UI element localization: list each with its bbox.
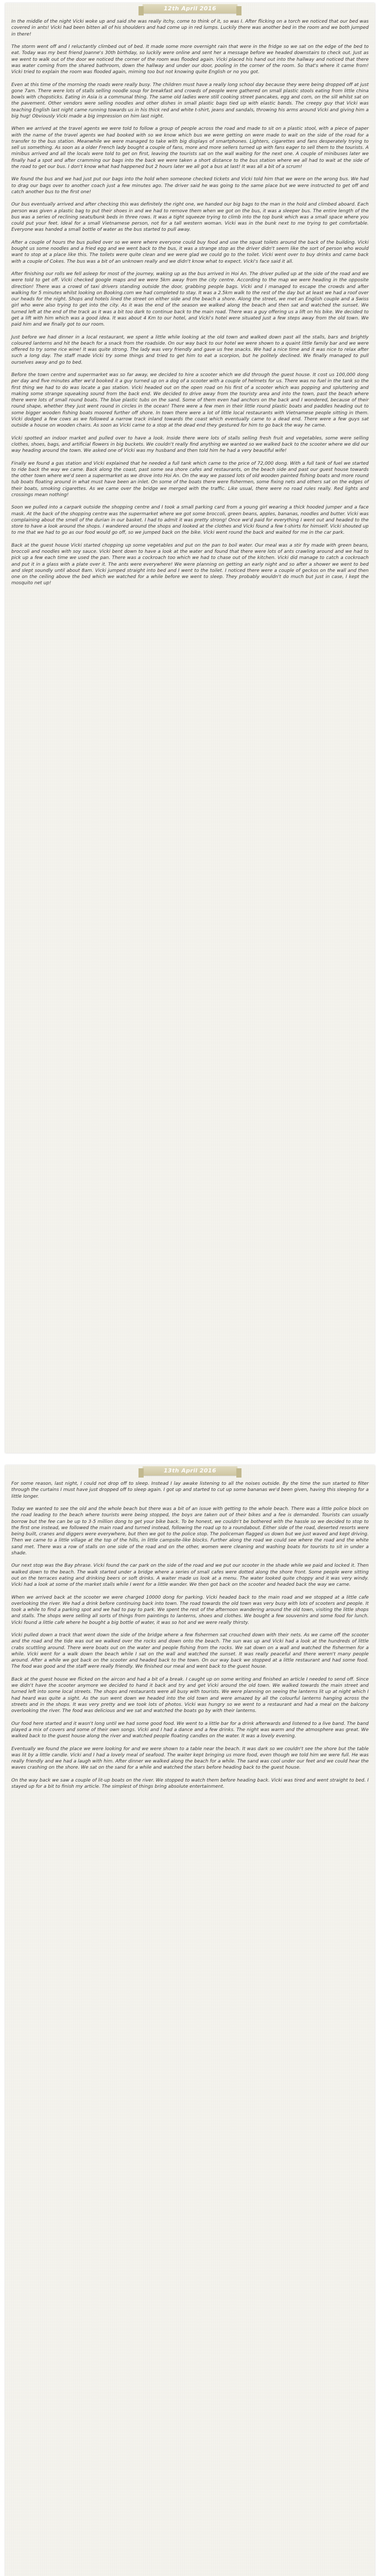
- entry-paragraph: Back at the guest house Vicki started chopping up some vegetables and put on the pan to boil water. Our meal was a stir fry made with green beans, broccoli and noodles with soy sauce. Vicki bent down to have a look at the water and found that there were lots of ants crawling around and we had to pick up a few each time we used the pan. There was a cockroach too which we had to chase out of the kitchen. Vicki did manage to catch a cockroach and put it in a glass with a plate over it. The ants were everywhere! We were planning on getting an early night and so after a shower we went to bed and slept soundly until about 8am. Vicki jumped straight into bed and I went to the toilet. I noticed there were a couple of geckos on the wall and then one on the ceiling above the bed which we watched for a while before we went to sleep. They probably wouldn't do much but just in case, I kept the mosquito net up!: [11, 543, 369, 586]
- entry-body: [11, 1481, 369, 1790]
- entry-paragraph: Soon we pulled into a carpark outside the shopping centre and I took a small parking card from a young girl wearing a thick hooded jumper and a face mask. At the back of the shopping centre was the supermarket where we got some broccoli, green beans, apples, bananas, noodles and butter. Vicki was complaining about the smell of the durian in our basket. I had to admit it was pretty strong! Once we'd paid for everything I went out and headed to the store to have a look around the shops. I wandered around the shops and looked at the clothes and Vicki found a few t-shirts for himself. Vicki shouted up to me that we had to go as our food would go off, so we jumped back on the bike. Vicki went round the back and waited for me in the car park.: [11, 505, 369, 536]
- entry-paragraph: Vicki pulled down a track that went down the side of the bridge where a few fishermen sat crouched down with their nets. As we came off the scooter and the road and the tide was out we walked over the rocks and down onto the beach. The sun was up and Vicki had a look at the hundreds of little crabs scuttling around. There were boats out on the water and people fishing from the rocks. We sat down on a wall and watched the fishermen for a while. Vicki went for a walk down the beach while I sat on the wall and watched the sunset. It was really peaceful and there weren't many people around. After a while we got back on the scooter and headed back to the town. On our way back we stopped at a little restaurant and had some food. The food was good and the staff were really friendly. We finished our meal and went back to the guest house.: [11, 1633, 369, 1670]
- entry-paragraph: Vicki spotted an indoor market and pulled over to have a look. Inside there were lots of stalls selling fresh fruit and vegetables, some were selling clothes, shoes, bags, and artificial flowers in big buckets. We couldn't really find anything we wanted so we walked back to the scooter where we did our way heading around the town. We asked one of Vicki was my husband and then told him he had a very beautiful wife!: [11, 435, 369, 453]
- entry-paragraph: Our food here started and it wasn't long until we had some good food. We went to a little bar for a drink afterwards and listened to a live band. The band played a mix of covers and some of their own songs. Vicki and I had a dance and a few drinks. The night was warm and the atmosphere was great. We walked back to the guest house along the river and watched people floating candles on the water. It was a lovely evening.: [11, 1721, 369, 1739]
- entry-date-banner: 13th April 2016: [143, 1466, 237, 1476]
- entry-paragraph: Today we wanted to see the old and the whole beach but there was a bit of an issue with getting to the whole beach. There was a little police block on the road leading to the beach where tourists were being stopped, the boys are taken out of their bikes and a fee is demanded. Tourists can usually borrow but the fee can be up to 3-5 million dong to get your bike back. To be honest, we couldn't be bothered with the hassle so we decided to stop to the first one instead, we followed the main road and turned instead, following the road up to a roundabout. Either side of the road, deserted resorts were being built, cranes and diggers were everywhere, but then we got to the police stop. The policeman flagged us down but we just waved and kept driving. Then we came to a little village at the top of the hills, in little campsite-like blocks. Further along the road we could see where the road and the white sand met. There was a row of stalls on one side of the road and on the other, women were cleaning and washing boats for tourists to sit in under a shade.: [11, 1506, 369, 1556]
- entry-paragraph: After a couple of hours the bus pulled over so we were where everyone could buy food and use the squat toilets around the back of the building. Vicki bought us some noodles and a fried egg and we went back to the bus, it was a strange stop as the driver didn't seem like the sort of person who would want to stop at a place like this. The toilets were quite clean and we were glad we could go to the toilet. Vicki went over to buy drinks and came back with a couple of Cokes. The bus was a bit of an unknown really and we didn't know what to expect. Vicki's face said it all.: [11, 240, 369, 264]
- entry-paragraph: We found the bus and we had just put our bags into the hold when someone checked tickets and Vicki told him that we were on the wrong bus. We had to drag our bags over to another coach just a few minutes ago. The driver said he was going to the same place but we were instructed to get off and catch another bus to the first one!: [11, 177, 369, 195]
- entry-paragraph: Our bus eventually arrived and after checking this was definitely the right one, we handed our big bags to the man in the hold and climbed aboard. Each person was given a plastic bag to put their shoes in and we had to remove them when we got on the bus, it was a sleeper bus. The entire length of the bus was a series of reclining seats/bunk beds in three rows. It was a tight squeeze trying to climb into the top bunk which was a small space where you could put your feet. Ideal for a small Vietnamese person, not for a tall western woman. Vicki was in the bunk next to me trying to get comfortable. Everyone was handed a small bottle of water as the bus started to pull away.: [11, 202, 369, 233]
- entry-paragraph: Eventually we found the place we were looking for and we were shown to a table near the beach. It was dark so we couldn't see the shore but the table was lit by a little candle. Vicki and I had a lovely meal of seafood. The waiter kept bringing us more food, even though we told him we were full. He was really friendly and we had a laugh with him. After dinner we walked along the beach for a while. The sand was cool under our feet and we could hear the waves crashing on the shore. We sat on the sand for a while and watched the stars before heading back to the guest house.: [11, 1746, 369, 1771]
- blog-entry: [5, 3, 375, 1453]
- entry-paragraph: For some reason, last night, I could not drop off to sleep. Instead I lay awake listening to all the noises outside. By the time the sun started to filter through the curtains I must have just dropped off to sleep again. I got up and started to cut up some bananas we'd been given, having this sleeping for a little longer.: [11, 1481, 369, 1499]
- entry-paragraph: When we arrived back at the scooter we were charged 10000 dong for parking. Vicki headed back to the main road and we stopped at a little cafe overlooking the river. We had a drink before continuing back into town. The road towards the old town was very busy with lots of scooters and people. It took a while to find a parking spot and we had to pay to park. We spent the rest of the afternoon wandering around the old town, visiting the little shops and stalls. The shops were selling all sorts of things from paintings to lanterns, shoes and clothes. We bought a few souvenirs and some food for lunch. Vicki found a little cafe where he bought a big bottle of water, it was so hot and we were really thirsty.: [11, 1595, 369, 1625]
- entry-paragraph: After finishing our rolls we fell asleep for most of the journey, waking up as the bus arrived in Hoi An. The driver pulled up at the side of the road and we were told to get off. Vicki checked google maps and we were 5km away from the city centre. According to the map we were heading in the opposite direction! There was a crowd of taxi drivers standing outside the door, grabbing people bags. Vicki and I managed to escape the crowds and after walking for 5 minutes whilst looking on Booking.com we had completed to stay. It was a 2.5km walk to the rest of the day but at least we had a roof over our heads for the night. Shops and hotels lined the street on either side and the beach a shore. Along the street, we met an English couple and a Swiss girl who were also trying to get into the city. As it was the end of the season we walked along the beach and then sat and watched the sunset. We turned left at the end of the track as it was a bit too dark to continue back to the main road. There was a guy offering us a lift on his bike. We decided to get a lift with him which was a good idea. It was about 4 Km to our hotel, and Vicki's hotel were situated just a few steps away from the old town. We paid him and we finally got to our room.: [11, 272, 369, 327]
- blog-entry: [5, 1465, 375, 2576]
- entry-paragraph: Before the town centre and supermarket was so far away, we decided to hire a scooter which we did through the guest house. It cost us 100,000 dong per day and five minutes after we'd booked it a guy turned up on a dog of a scooter with a couple of helmets for us. There was no fuel in the tank so the first thing we had to do was locate a gas station. Vicki headed out on the open road on his first of a scooter which was popping and spluttering and making some strange squeaking sound from the back end. We decided to drive away from the touristy area and into the town, past the beach where there were lots of small round boats. The blue plastic tubs on the sand. Some of them even had anchors on the back and I wondered, because of their round shape, whether they just went round in circles in the ocean! There were a few men in their little round plastic boats and paddles heading out to some bigger wooden fishing boats moored further off shore. In town there were a lot of little local restaurants with Vietnamese people sitting in them. Vicki dodged a few cows as we followed a narrow track inland towards the coast which eventually came to a dead end. There were a few guys sat outside a house on wooden chairs. As soon as Vicki came to a stop at the dead end they gestured for him to go back the way he came.: [11, 372, 369, 428]
- entry-paragraph: Back at the guest house we flicked on the aircon and had a bit of a break. I caught up on some writing and finished an article I needed to send off. Since we didn't have the scooter anymore we decided to hand it back and try and get Vicki around the old town. We walked towards the main street and turned left into some local streets. The shops and restaurants were all busy with tourists. We were planning on seeing the lanterns lit up at night which I had heard was quite a sight. As the sun went down we headed into the old town and were amazed by all the colourful lanterns hanging across the streets and in the shops. It was very pretty and we took lots of photos. Vicki was hungry so we went to a restaurant and had a meal on the balcony overlooking the river. The food was delicious and we sat and watched the boats go by with their lanterns.: [11, 1676, 369, 1714]
- entry-paragraph: When we arrived at the travel agents we were told to follow a group of people across the road and made to sit on a plastic stool, with a piece of paper with the name of the travel agents we had booked with so we know which bus we were getting on were made to wait on the side of the road for a transfer to the bus station. Meanwhile we were managed to take with big displays of smartphones. Lighters, cigarettes and fans desperately trying to sell us something. As soon as a older French lady bought a couple of fans, more and more sellers turned up with fans eager to sell them to the tourists. A minibus arrived and all the locals were told to get on first, leaving the tourists sat on the wall waiting for the next one. A couple of minibuses later we finally had a spot and after cramming our bags into the back we were taken a short distance to the bus station where we all had to wait at the side of the road to get our bus. I don't know what had happened but 2 hours later we all got a bus at last! It was all a bit of a scrum!: [11, 126, 369, 170]
- entry-paragraph: On the way back we saw a couple of lit-up boats on the river. We stopped to watch them before heading back. Vicki was tired and went straight to bed. I stayed up for a bit to finish my article. The simplest of things bring absolute entertainment.: [11, 1777, 369, 1789]
- entry-body: [11, 19, 369, 587]
- entry-paragraph: The storm went off and I reluctantly climbed out of bed. It made some more overnight rain that were in the fridge so we sat on the edge of the bed to eat. Today was my best friend Joanne's 30th birthday, so luckily were online and sent her a message before we headed downstairs to check out. Just as we went to walk out of the door we noticed the corner of the room was flooded again. Vicki placed his hand out into the hallway and noticed that there was water coming from the shared bathroom, down the hallway and under our door, pooling in the corner of the room. So that's where it came from! Vicki tried to explain the room was flooded again, miming too but not knowing quite English or no you got.: [11, 44, 369, 75]
- entry-paragraph: In the middle of the night Vicki woke up and said she was really itchy, come to think of it, so was I. After flicking on a torch we noticed that our bed was covered in ants! Vicki had been bitten all of his shoulders and had come up in red lumps. Luckily there was another bed in the room and we both jumped in there!: [11, 19, 369, 37]
- entry-paragraph: Even at this time of the morning the roads were really busy. The children must have a really long school day because they were being dropped off at just gone 7am. There were lots of stalls selling noodle soup for breakfast and crowds of people were gathered on small plastic stools eating from little china bowls with chopsticks. Eating in Asia is a communal thing. The same old ladies were still cooking street pancakes, egg and corn, on the sill whilst sat on the pavement. Other vendors were selling noodles and other dishes in small plastic bags tied up with elastic bands. The creepy guy that Vicki was teaching English last night came running towards us in his thick red and white t-shirt, jeans and sandals, throwing his arms around Vicki and giving him a big hug! Obviously Vicki made a big impression on him last night.: [11, 82, 369, 119]
- entry-paragraph: Our next stop was the Bay phrase. Vicki found the car park on the side of the road and we put our scooter in the shade while we paid and locked it. Then walked down to the beach. The walk started under a bridge where a series of small cafes were dotted along the shore front. Some people were sitting out on the terraces eating and drinking beers or soft drinks. A waiter made us look at a menu. The water looked quite choppy and it was very windy. Vicki had a look at some of the market stalls while I went for a little wander. We then got back on the scooter and headed back the way we came.: [11, 1563, 369, 1587]
- entry-paragraph: Just before we had dinner in a local restaurant, we spent a little while looking at the old town and walked down past all the stalls, bars and brightly coloured lanterns and hit the beach for a snack from the roadside. On our way back to our hotel we were shown to a quaint little family bar and we were offered to try some rice wine! It was quite strong. The lady was very friendly and gave us free snacks. We had a nice time and it was nice to relax after such a long day. The staff made Vicki try some things and tried to get him to eat a scorpion, but he politely declined. We finally managed to pull ourselves away and go to bed.: [11, 334, 369, 365]
- entry-paragraph: Finally we found a gas station and Vicki explained that he needed a full tank which came to the price of 72,000 dong. With a full tank of fuel we started to ride back the way we came. Back along the coast, past some sea shore cafes and restaurants, on the beach side and past our guest house towards the other town where we'd seen a supermarket as we drove into Hoi An. On the way we passed lots of old wooden painted fishing boats and more round tub boats floating around in what must have been an inlet. On some of the boats there were fishermen, some fixing nets and others sat on the edges of their boats, smoking cigarettes. As we came over the bridge we merged with the traffic. Like usual, there were no road rules really. Red lights and crossings mean nothing!: [11, 461, 369, 498]
- entry-date-banner: 12th April 2016: [143, 4, 237, 13]
